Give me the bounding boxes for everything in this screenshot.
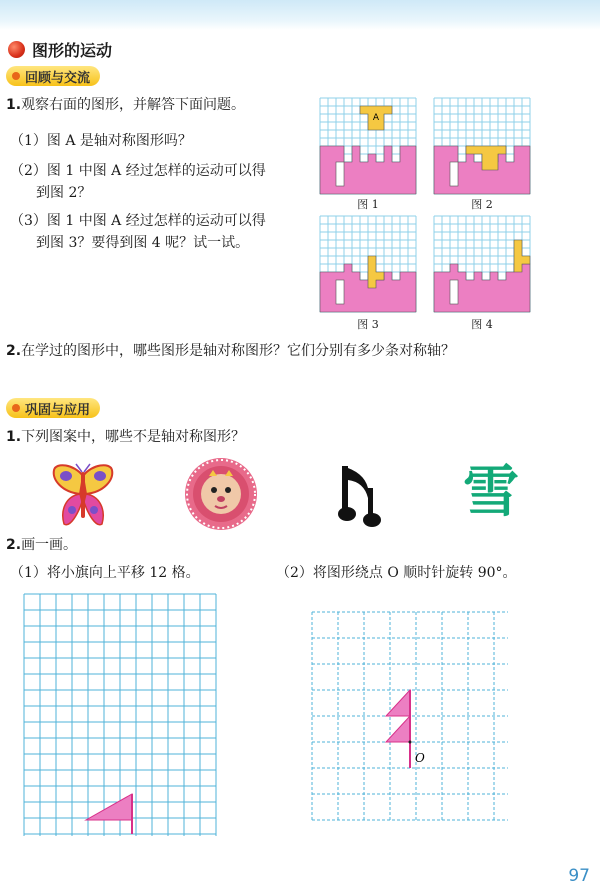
practice-q2: 2.画一画。 (6, 537, 78, 553)
review-q1-sub2a: （2）图 1 中图 A 经过怎样的运动可以得 (10, 163, 266, 179)
review-q1: 1.观察右面的图形，并解答下面问题。 (6, 97, 246, 113)
bullet-icon (12, 404, 20, 412)
page-number: 97 (568, 866, 590, 886)
practice-label: 巩固与应用 (25, 402, 91, 418)
practice-q2-sub2: （2）将图形绕点 O 顺时针旋转 90°。 (276, 565, 517, 581)
section-title: 图形的运动 (32, 40, 113, 60)
top-color-band (0, 0, 600, 30)
figure-2-grid (434, 98, 530, 194)
shape-a-label: A (372, 113, 380, 123)
butterfly-icon (52, 462, 114, 530)
review-q1-sub1: （1）图 A 是轴对称图形吗？ (10, 133, 192, 149)
practice-pill-label (6, 398, 100, 418)
review-q2: 2.在学过的图形中，哪些图形是轴对称图形？它们分别有多少条对称轴？ (6, 343, 456, 359)
figure-1-grid (320, 98, 416, 194)
review-label: 回顾与交流 (25, 70, 91, 86)
flag-shape (86, 794, 132, 820)
flag-translation-grid (24, 594, 216, 836)
point-o-marker (409, 741, 412, 744)
figure-2-caption: 图 2 (471, 198, 493, 211)
rotation-grid (312, 612, 508, 820)
practice-q1: 1.下列图案中，哪些不是轴对称图形？ (6, 429, 246, 445)
figure-4-grid (434, 216, 530, 312)
red-ball-icon (8, 41, 25, 58)
snow-character: 雪 (463, 460, 519, 525)
section-header (8, 38, 112, 60)
review-q1-sub2b: 到图 2？ (36, 185, 92, 201)
review-q1-sub3a: （3）图 1 中图 A 经过怎样的运动可以得 (10, 213, 266, 229)
bullet-icon (12, 72, 20, 80)
review-pill-label (6, 66, 100, 86)
practice-q2-sub1: （1）将小旗向上平移 12 格。 (10, 565, 200, 581)
review-q1-sub3b: 到图 3？要得到图 4 呢？试一试。 (36, 235, 250, 251)
music-note-icon (338, 462, 382, 530)
figure-3-caption: 图 3 (357, 318, 379, 331)
figure-4-caption: 图 4 (471, 318, 493, 331)
lion-face-icon (183, 456, 259, 532)
point-o-label: O (415, 751, 425, 765)
figure-1-caption: 图 1 (357, 198, 379, 211)
figure-3-grid (320, 216, 416, 312)
